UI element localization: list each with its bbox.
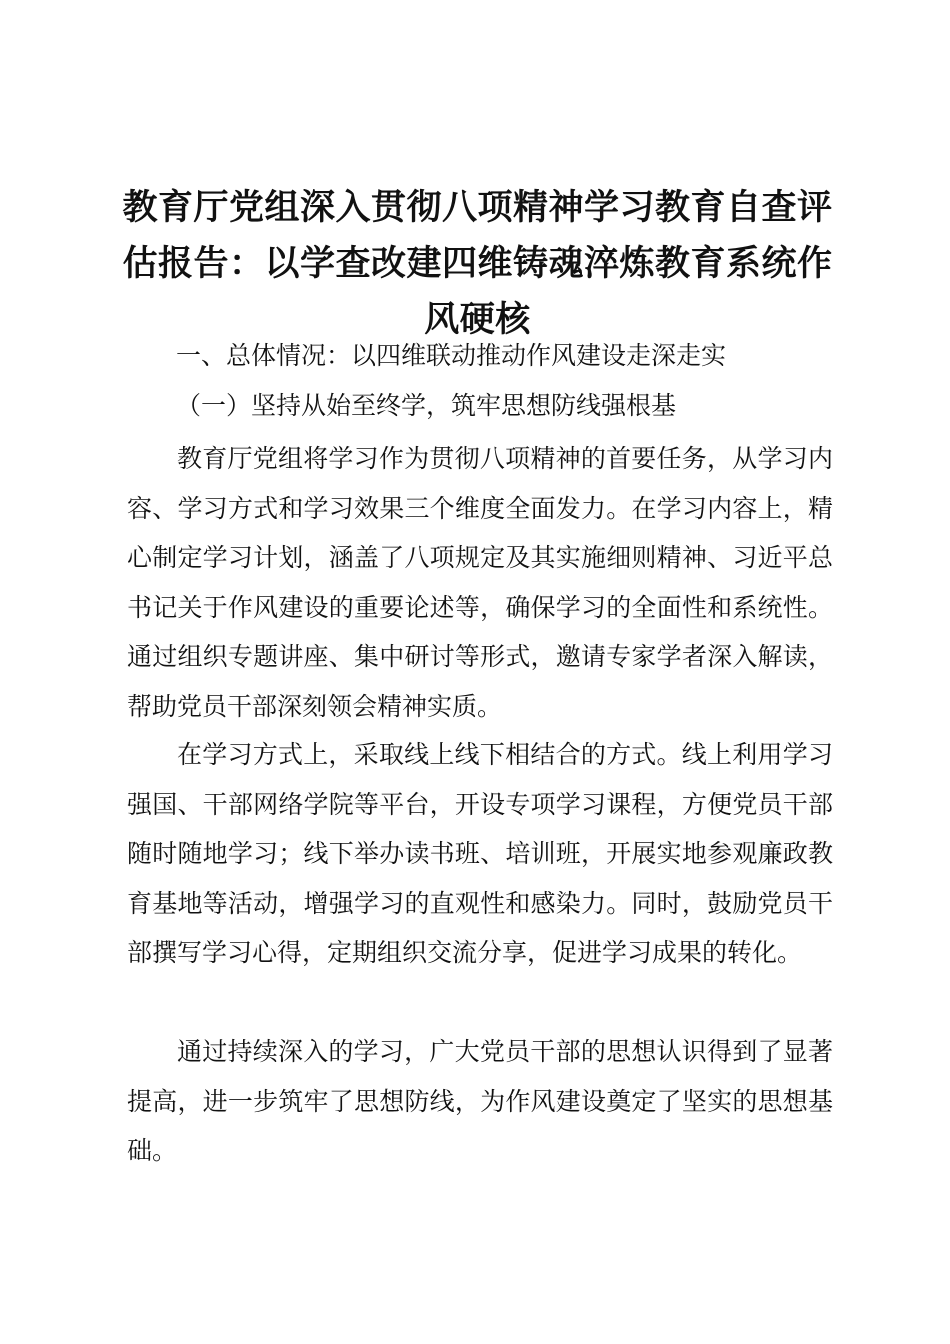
body-paragraph: 在学习方式上，采取线上线下相结合的方式。线上利用学习强国、干部网络学院等平台，开设专项学习课程，方便党员干部随时随地学习；线下举办读书班、培训班，开展实地参观廉政教育基地等活动，增强学习的直观性和感染力。同时，鼓励党员干部撰写学习心得，定期组织交流分享，促进学习成果的转化。 (127, 740, 833, 968)
section-heading: 一、总体情况：以四维联动推动作风建设走深走实 (176, 341, 727, 370)
body-paragraph: 教育厅党组将学习作为贯彻八项精神的首要任务，从学习内容、学习方式和学习效果三个维度全面发力。在学习内容上，精心制定学习计划，涵盖了八项规定及其实施细则精神、习近平总书记关于作风建设的重要论述等，确保学习的全面性和系统性。通过组织专题讲座、集中研讨等形式，邀请专家学者深入解读，帮助党员干部深刻领会精神实质。 (127, 444, 833, 721)
body-paragraph: 通过持续深入的学习，广大党员干部的思想认识得到了显著提高，进一步筑牢了思想防线，为作风建设奠定了坚实的思想基础。 (127, 1037, 833, 1166)
subsection-heading: （一）坚持从始至终学，筑牢思想防线强根基 (176, 391, 677, 420)
document-title: 教育厅党组深入贯彻八项精神学习教育自查评估报告：以学查改建四维铸魂淬炼教育系统作风硬核 (122, 188, 833, 340)
